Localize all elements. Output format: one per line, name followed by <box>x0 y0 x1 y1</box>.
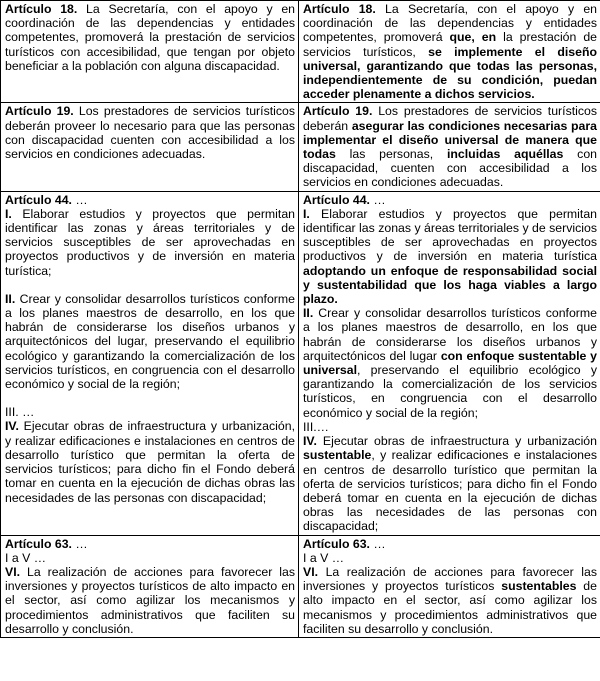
text-run: Crear y consolidar desarrollos turísticos conforme a los planes maestros de desarrollo, en los que habrán de considerarse los diseños urbanos y arquitectónicos del lugar <box>303 306 597 363</box>
table-row-articulo-63 <box>1 535 600 637</box>
cell-current-text <box>1 535 299 637</box>
paragraph <box>303 420 597 434</box>
cell-proposed-text <box>299 1 600 103</box>
paragraph <box>5 2 295 73</box>
paragraph <box>5 405 295 419</box>
bold-text: Artículo 44. <box>303 192 370 207</box>
cell-proposed-text <box>299 103 600 191</box>
cell-current-text <box>1 1 299 103</box>
text-run: … <box>71 192 88 207</box>
bold-text: sustentable <box>303 448 372 463</box>
bold-text: Artículo 19. <box>5 104 74 119</box>
paragraph-gap <box>5 278 295 292</box>
text-run: Elaborar estudios y proyectos que permitan identificar las zonas y áreas territoriales y de servicios susceptibles de ser aprovechadas en proyectos productivos y de inversión en materia turística; <box>5 206 295 278</box>
paragraph <box>5 537 295 551</box>
text-run: I a V … <box>5 550 47 565</box>
paragraph <box>303 207 597 306</box>
bold-text: Artículo 63. <box>303 536 370 551</box>
cell-proposed-text <box>299 191 600 535</box>
paragraph <box>5 419 295 504</box>
bold-text: con enfoque sustentable y universal <box>303 348 598 378</box>
table-row-articulo-19 <box>1 103 600 191</box>
bold-text: incluidas aquéllas <box>447 147 564 162</box>
table-row-articulo-44 <box>1 191 600 535</box>
paragraph <box>5 207 295 278</box>
text-run: con discapacidad, cuenten con accesibilidad a los servicios en condiciones adecuadas. <box>303 147 597 190</box>
bold-text: I. <box>303 206 310 221</box>
text-run: … <box>369 192 386 207</box>
text-run: … <box>369 536 386 551</box>
paragraph <box>303 306 597 420</box>
paragraph <box>5 565 295 636</box>
paragraph <box>303 565 597 636</box>
text-run: I a V … <box>303 550 345 565</box>
text-run: Los prestadores de servicios turísticos deberán proveer lo necesario para que las personas con discapacidad cuenten con accesibilidad a los servicios en condiciones adecuadas. <box>5 104 295 162</box>
paragraph <box>303 2 597 101</box>
bold-text: Artículo 63. <box>5 536 72 551</box>
paragraph <box>5 551 295 565</box>
text-run: , preservando el equilibrio ecológico y garantizando la comercialización de los servicios turísticos, en congruencia con el desarrollo económico y social de la región; <box>303 363 597 420</box>
bold-text: I. <box>5 206 12 221</box>
bold-text: IV. <box>303 434 317 449</box>
bold-text: se implemente el diseño universal, garantizando que todas las personas, independientemente de su condición, puedan acceder plenamente a dichos servicios. <box>303 44 597 102</box>
paragraph <box>5 193 295 207</box>
text-run: Elaborar estudios y proyectos que permitan identificar las zonas y áreas territoriales y de servicios susceptibles de ser aprovechadas en proyectos productivos y de inversión en materia turística <box>303 206 597 264</box>
bold-text: II. <box>303 306 314 321</box>
paragraph <box>303 193 597 207</box>
paragraph <box>5 292 295 391</box>
table-row-articulo-18 <box>1 1 600 103</box>
text-run: , y realizar edificaciones e instalaciones en centros de desarrollo turístico que permitan la oferta de servicios turísticos; para dicho fin el Fondo deberá tomar en cuenta en la ejecución de dichas obras las necesidades de las personas con discapacidad; <box>303 448 597 534</box>
text-run: III. … <box>5 405 35 420</box>
bold-text: que, en <box>449 30 497 45</box>
text-run: La Secretaría, con el apoyo y en coordinación de las dependencias y entidades competentes, promoverá la prestación de servicios turísticos con accesibilidad, que tengan por objeto beneficiar a la población con alguna discapacidad. <box>5 2 296 73</box>
text-run: de alto impacto en el sector, así como agilizar los mecanismos y procedimientos administrativos que faciliten su desarrollo y conclusión. <box>303 579 597 636</box>
bold-text: IV. <box>5 419 19 434</box>
bold-text: II. <box>5 291 16 306</box>
text-run: Los prestadores de servicios turísticos deberán <box>303 104 598 133</box>
text-run: Ejecutar obras de infraestructura y urbanización <box>316 434 597 449</box>
text-run: la prestación de servicios turísticos, <box>303 30 597 59</box>
paragraph <box>303 104 597 189</box>
text-run: Crear y consolidar desarrollos turísticos conforme a los planes maestros de desarrollo, en los que habrán de considerarse los diseños urbanos y arquitectónicos del lugar, preservando el equilibrio ecológico y garantizando la comercialización de los servicios turísticos, en congruencia con el desarrollo económico y social de la región; <box>5 291 295 392</box>
text-run: La realización de acciones para favorecer las inversiones y proyectos turísticos de alto impacto en el sector, así como agilizar los mecanismos y procedimientos administrativos que faciliten su desarrollo y conclusión. <box>5 564 295 636</box>
paragraph <box>303 551 597 565</box>
text-run: III.… <box>303 419 329 434</box>
bold-text: VI. <box>303 564 319 579</box>
text-run: las personas, <box>335 147 447 162</box>
bold-text: Artículo 19. <box>303 104 373 119</box>
text-run: … <box>71 536 88 551</box>
paragraph-gap <box>5 391 295 405</box>
bold-text: sustentables <box>501 579 577 594</box>
bold-text: adoptando un enfoque de responsabilidad social y sustentabilidad que los haga viables a largo plazo. <box>303 263 597 307</box>
text-run: La realización de acciones para favorecer las inversiones y proyectos turísticos <box>303 564 597 594</box>
bold-text: Artículo 18. <box>303 2 376 16</box>
bold-text: Artículo 18. <box>5 2 78 16</box>
bold-text: asegurar las condiciones necesarias para implementar el diseño universal de manera que todas <box>303 118 597 162</box>
cell-current-text <box>1 191 299 535</box>
paragraph <box>303 434 597 533</box>
cell-proposed-text <box>299 535 600 637</box>
bold-text: Artículo 44. <box>5 192 72 207</box>
text-run: Ejecutar obras de infraestructura y urbanización, y realizar edificaciones e instalaciones en centros de desarrollo turístico que permitan la oferta de servicios turísticos; para dicho fin el Fondo deberá tomar en cuenta en la ejecución de dichas obras las necesidades de las personas con discapacidad; <box>5 419 295 505</box>
bold-text: VI. <box>5 564 21 579</box>
text-run: La Secretaría, con el apoyo y en coordinación de las dependencias y entidades competentes, promoverá <box>303 2 598 45</box>
cell-current-text <box>1 103 299 191</box>
paragraph <box>5 104 295 161</box>
paragraph <box>303 537 597 551</box>
